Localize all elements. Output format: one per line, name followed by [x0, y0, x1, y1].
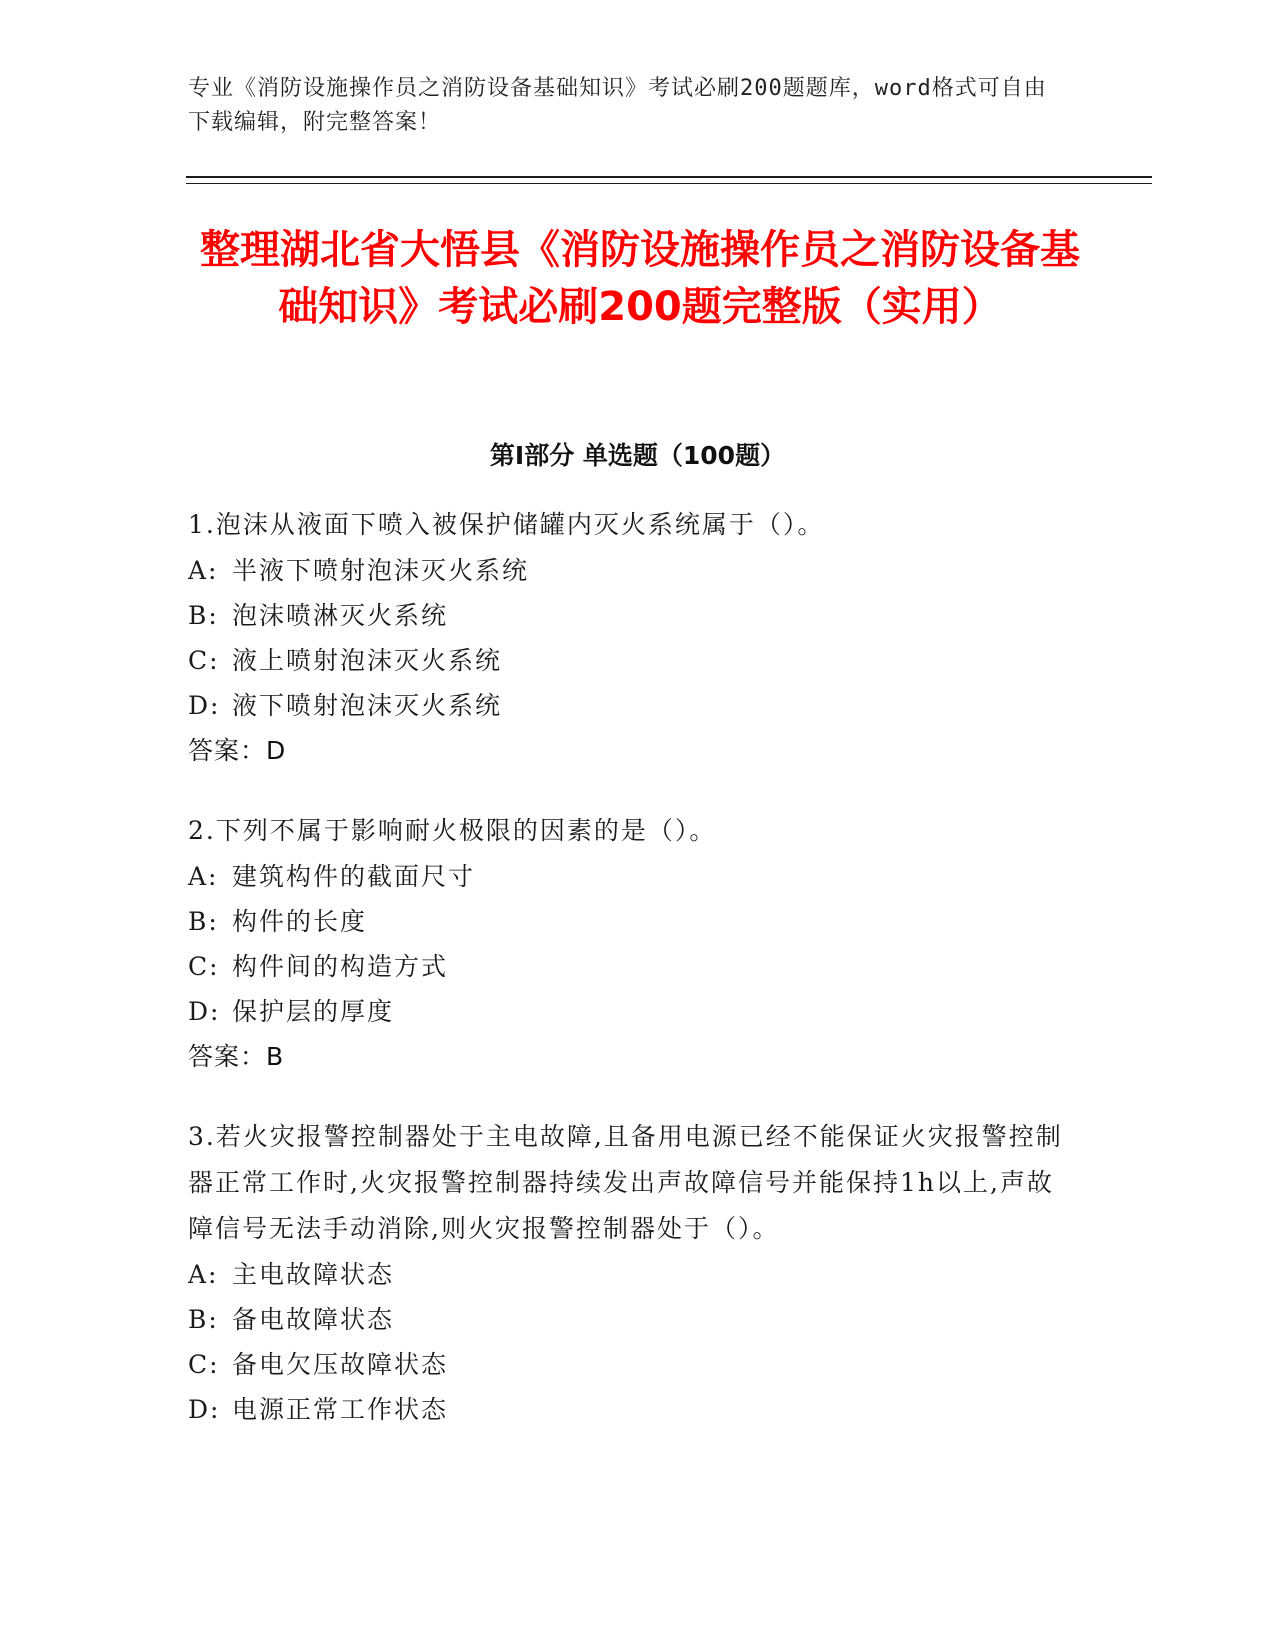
- option-letter: B:: [188, 907, 219, 936]
- option-letter: A:: [188, 1260, 219, 1289]
- option-b: [188, 1297, 1078, 1342]
- header-note: 专业《消防设施操作员之消防设备基础知识》考试必刷200题题库，word格式可自由下载编辑，附完整答案！: [188, 76, 1047, 135]
- option-letter: C:: [188, 646, 220, 675]
- question-3: [188, 1114, 1078, 1432]
- option-a: [188, 1252, 1078, 1297]
- option-d: [188, 1387, 1078, 1432]
- option-letter: D:: [188, 691, 221, 720]
- option-text: 备电故障状态: [232, 1305, 395, 1334]
- option-a: [188, 548, 1078, 593]
- answer-text: 答案：D: [188, 736, 287, 765]
- option-text: 备电欠压故障状态: [232, 1350, 449, 1379]
- option-a: [188, 854, 1078, 899]
- answer-text: 答案：B: [188, 1042, 285, 1071]
- option-letter: D:: [188, 1395, 221, 1424]
- header-divider-top: [186, 176, 1152, 178]
- option-text: 构件间的构造方式: [232, 952, 449, 981]
- option-c: [188, 944, 1078, 989]
- option-letter: A:: [188, 556, 219, 585]
- option-text: 保护层的厚度: [232, 997, 395, 1026]
- option-text: 构件的长度: [232, 907, 368, 936]
- question-stem: 1.泡沫从液面下喷入被保护储罐内灭火系统属于（）。: [188, 510, 825, 539]
- document-title: 整理湖北省大悟县《消防设施操作员之消防设备基础知识》考试必刷200题完整版（实用）: [200, 227, 1080, 330]
- option-text: 泡沫喷淋灭火系统: [232, 601, 449, 630]
- option-letter: A:: [188, 862, 219, 891]
- option-d: [188, 989, 1078, 1034]
- option-text: 液下喷射泡沫灭火系统: [232, 691, 503, 720]
- option-b: [188, 593, 1078, 638]
- question-stem: 2.下列不属于影响耐火极限的因素的是（）。: [188, 816, 717, 845]
- header-divider-bottom: [186, 183, 1152, 184]
- option-text: 半液下喷射泡沫灭火系统: [232, 556, 530, 585]
- option-letter: C:: [188, 952, 220, 981]
- option-letter: C:: [188, 1350, 220, 1379]
- section-heading: 第I部分 单选题（100题）: [489, 441, 786, 470]
- question-stem: 3.若火灾报警控制器处于主电故障,且备用电源已经不能保证火灾报警控制器正常工作时,火灾报警控制器持续发出声故障信号并能保持1h以上,声故障信号无法手动消除,则火灾报警控制器处于（）。: [188, 1122, 1063, 1243]
- option-letter: B:: [188, 601, 219, 630]
- option-d: [188, 683, 1078, 728]
- option-b: [188, 899, 1078, 944]
- question-2: [188, 808, 1078, 1079]
- option-text: 电源正常工作状态: [232, 1395, 449, 1424]
- question-1: [188, 502, 1078, 773]
- option-letter: D:: [188, 997, 221, 1026]
- option-text: 液上喷射泡沫灭火系统: [232, 646, 503, 675]
- option-text: 主电故障状态: [232, 1260, 395, 1289]
- option-text: 建筑构件的截面尺寸: [232, 862, 476, 891]
- option-letter: B:: [188, 1305, 219, 1334]
- option-c: [188, 638, 1078, 683]
- option-c: [188, 1342, 1078, 1387]
